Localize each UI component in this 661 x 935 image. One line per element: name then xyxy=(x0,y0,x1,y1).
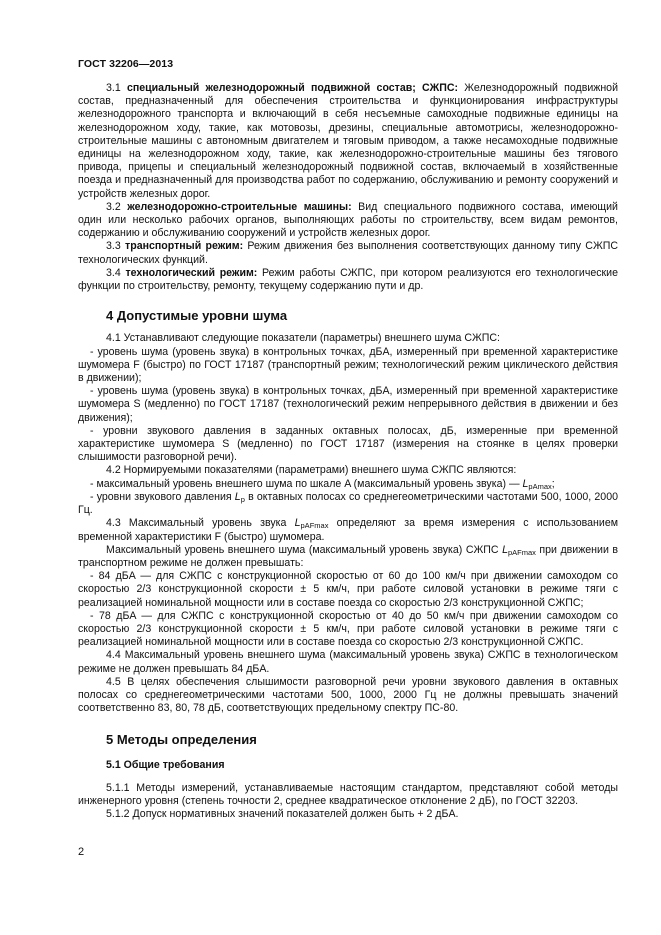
paragraph-5-1-1: 5.1.1 Методы измерений, устанавливаемые настоящим стандартом, представляют собой методы инженерного уровня (степень точности 2, среднее квадратическое отклонение 2 дБ), по ГОСТ 32203. xyxy=(78,781,618,807)
list-item: - максимальный уровень внешнего шума по шкале A (максимальный уровень звука) — $L_{pAmax}$; xyxy=(90,477,555,491)
list-item: - уровни звукового давления $L_p$ в октавных полосах со среднегеометрическими частотами 500, 1000, 2000 Гц. xyxy=(78,490,618,517)
paragraph-5-1-2: 5.1.2 Допуск нормативных значений показателей должен быть + 2 дБA. xyxy=(106,808,459,821)
paragraph-3-4: 3.4 технологический режим: Режим работы СЖПС, при котором реализуются его технологические функции по строительству, ремонту, текущему содержанию пути и др. xyxy=(78,266,618,293)
paragraph-4-5: 4.5 В целях обеспечения слышимости разговорной речи уровни звукового давления в октавных полосах со среднегеометрическими частотами 500, 1000, 2000 Гц не должны превышать значений соответственно 83, 80, 78 дБ, соответствующих предельному спектру ПС-80. xyxy=(78,675,618,715)
paragraph-3-2: 3.2 железнодорожно-строительные машины: Вид специального подвижного состава, имеющий один или несколько рабочих органов, выполняющих работы по строительству, всем видам ремонтов, содержанию и обслуживанию сооружений и устройств железных дорог. xyxy=(78,200,618,240)
term-sjps: специальный железнодорожный подвижной состав; СЖПС: xyxy=(126,82,459,94)
term-transport-mode: транспортный режим: xyxy=(125,240,244,253)
paragraph-4-3: 4.3 Максимальный уровень звука $L_{pAFmax}$ определяют за время измерения с использованием временной характеристики F (быстро) шумомера. xyxy=(78,517,618,543)
paragraph-3-1: 3.1 специальный железнодорожный подвижной состав; СЖПС: Железнодорожный подвижной состав, предназначенный для обеспечения строительства и функционирования инфраструктуры железнодорожного транспорта и включающий в себя несъемные самоходные подвижные единицы на железнодорожном ходу, такие, как мотовозы, дрезины, специальные автомотрисы, железнодорожно-строительные машины с автономным двигателем и тяговым приводом, а также несамоходные подвижные единицы на железнодорожном ходу, такие, как железнодорожно-строительные машины без тягового привода, прицепы и специальный железнодорожный подвижной состав, включаемый в хозяйственные поезда и предназначенный для производства работ по содержанию, обслуживанию и ремонту сооружений и устройств железных дорог. xyxy=(78,82,618,200)
section-5-heading: 5 Методы определения xyxy=(106,732,257,748)
term-rail-machines: железнодорожно-строительные машины: xyxy=(127,200,352,213)
list-item: - уровень шума (уровень звука) в контрольных точках, дБA, измеренный при временной характеристике шумомера F (быстро) по ГОСТ 17187 (транспортный режим; технологический режим циклического действия в движении); xyxy=(78,345,618,385)
paragraph-3-3: 3.3 транспортный режим: Режим движения без выполнения соответствующих данному типу СЖПС технологических функций. xyxy=(78,240,619,266)
paragraph-4-4: 4.4 Максимальный уровень внешнего шума (максимальный уровень звука) СЖПС в технологическом режиме не должен превышать 84 дБA. xyxy=(78,649,618,675)
document-body xyxy=(78,82,618,821)
paragraph-4-2: 4.2 Нормируемыми показателями (параметрами) внешнего шума СЖПС являются: xyxy=(106,464,517,477)
paragraph-4-3-cont: Максимальный уровень внешнего шума (максимальный уровень звука) СЖПС $L_{pAFmax}$ при движении в транспортном режиме не должен превышать: xyxy=(78,543,619,569)
section-4-heading: 4 Допустимые уровни шума xyxy=(106,308,288,324)
list-item: - 78 дБA — для СЖПС с конструкционной скоростью от 40 до 50 км/ч при движении самоходом со скоростью 2/3 конструкционной скорости ± 5 км/ч, при работе силовой установки в режиме тяги с реализацией номинальной мощности или в составе поезда со скоростью 2/3 конструкционной СЖПС. xyxy=(78,609,618,649)
paragraph-4-1: 4.1 Устанавливают следующие показатели (параметры) внешнего шума СЖПС: xyxy=(106,332,500,345)
term-tech-mode: технологический режим: xyxy=(125,266,258,279)
list-item: - 84 дБA — для СЖПС с конструкционной скоростью от 60 до 100 км/ч при движении самоходом со скоростью 2/3 конструкционной скорости ± 5 км/ч, при работе силовой установки в режиме тяги с реализацией номинальной мощности или в составе поезда со скоростью 2/3 конструкционной СЖПС; xyxy=(78,570,618,609)
list-item: - уровни звукового давления в заданных октавных полосах, дБ, измеренные при временной характеристике шумомера S (медленно) по ГОСТ 17187 (измерения на стоянке в целях проверки слышимости разговорной речи). xyxy=(78,424,618,464)
list-item: - уровень шума (уровень звука) в контрольных точках, дБA, измеренный при временной характеристике шумомера S (медленно) по ГОСТ 17187 (технологический режим непрерывного действия в движении и без движения); xyxy=(78,385,618,424)
document-header: ГОСТ 32206—2013 xyxy=(78,58,174,70)
page-number: 2 xyxy=(78,846,85,858)
subsection-5-1-heading: 5.1 Общие требования xyxy=(106,758,225,771)
